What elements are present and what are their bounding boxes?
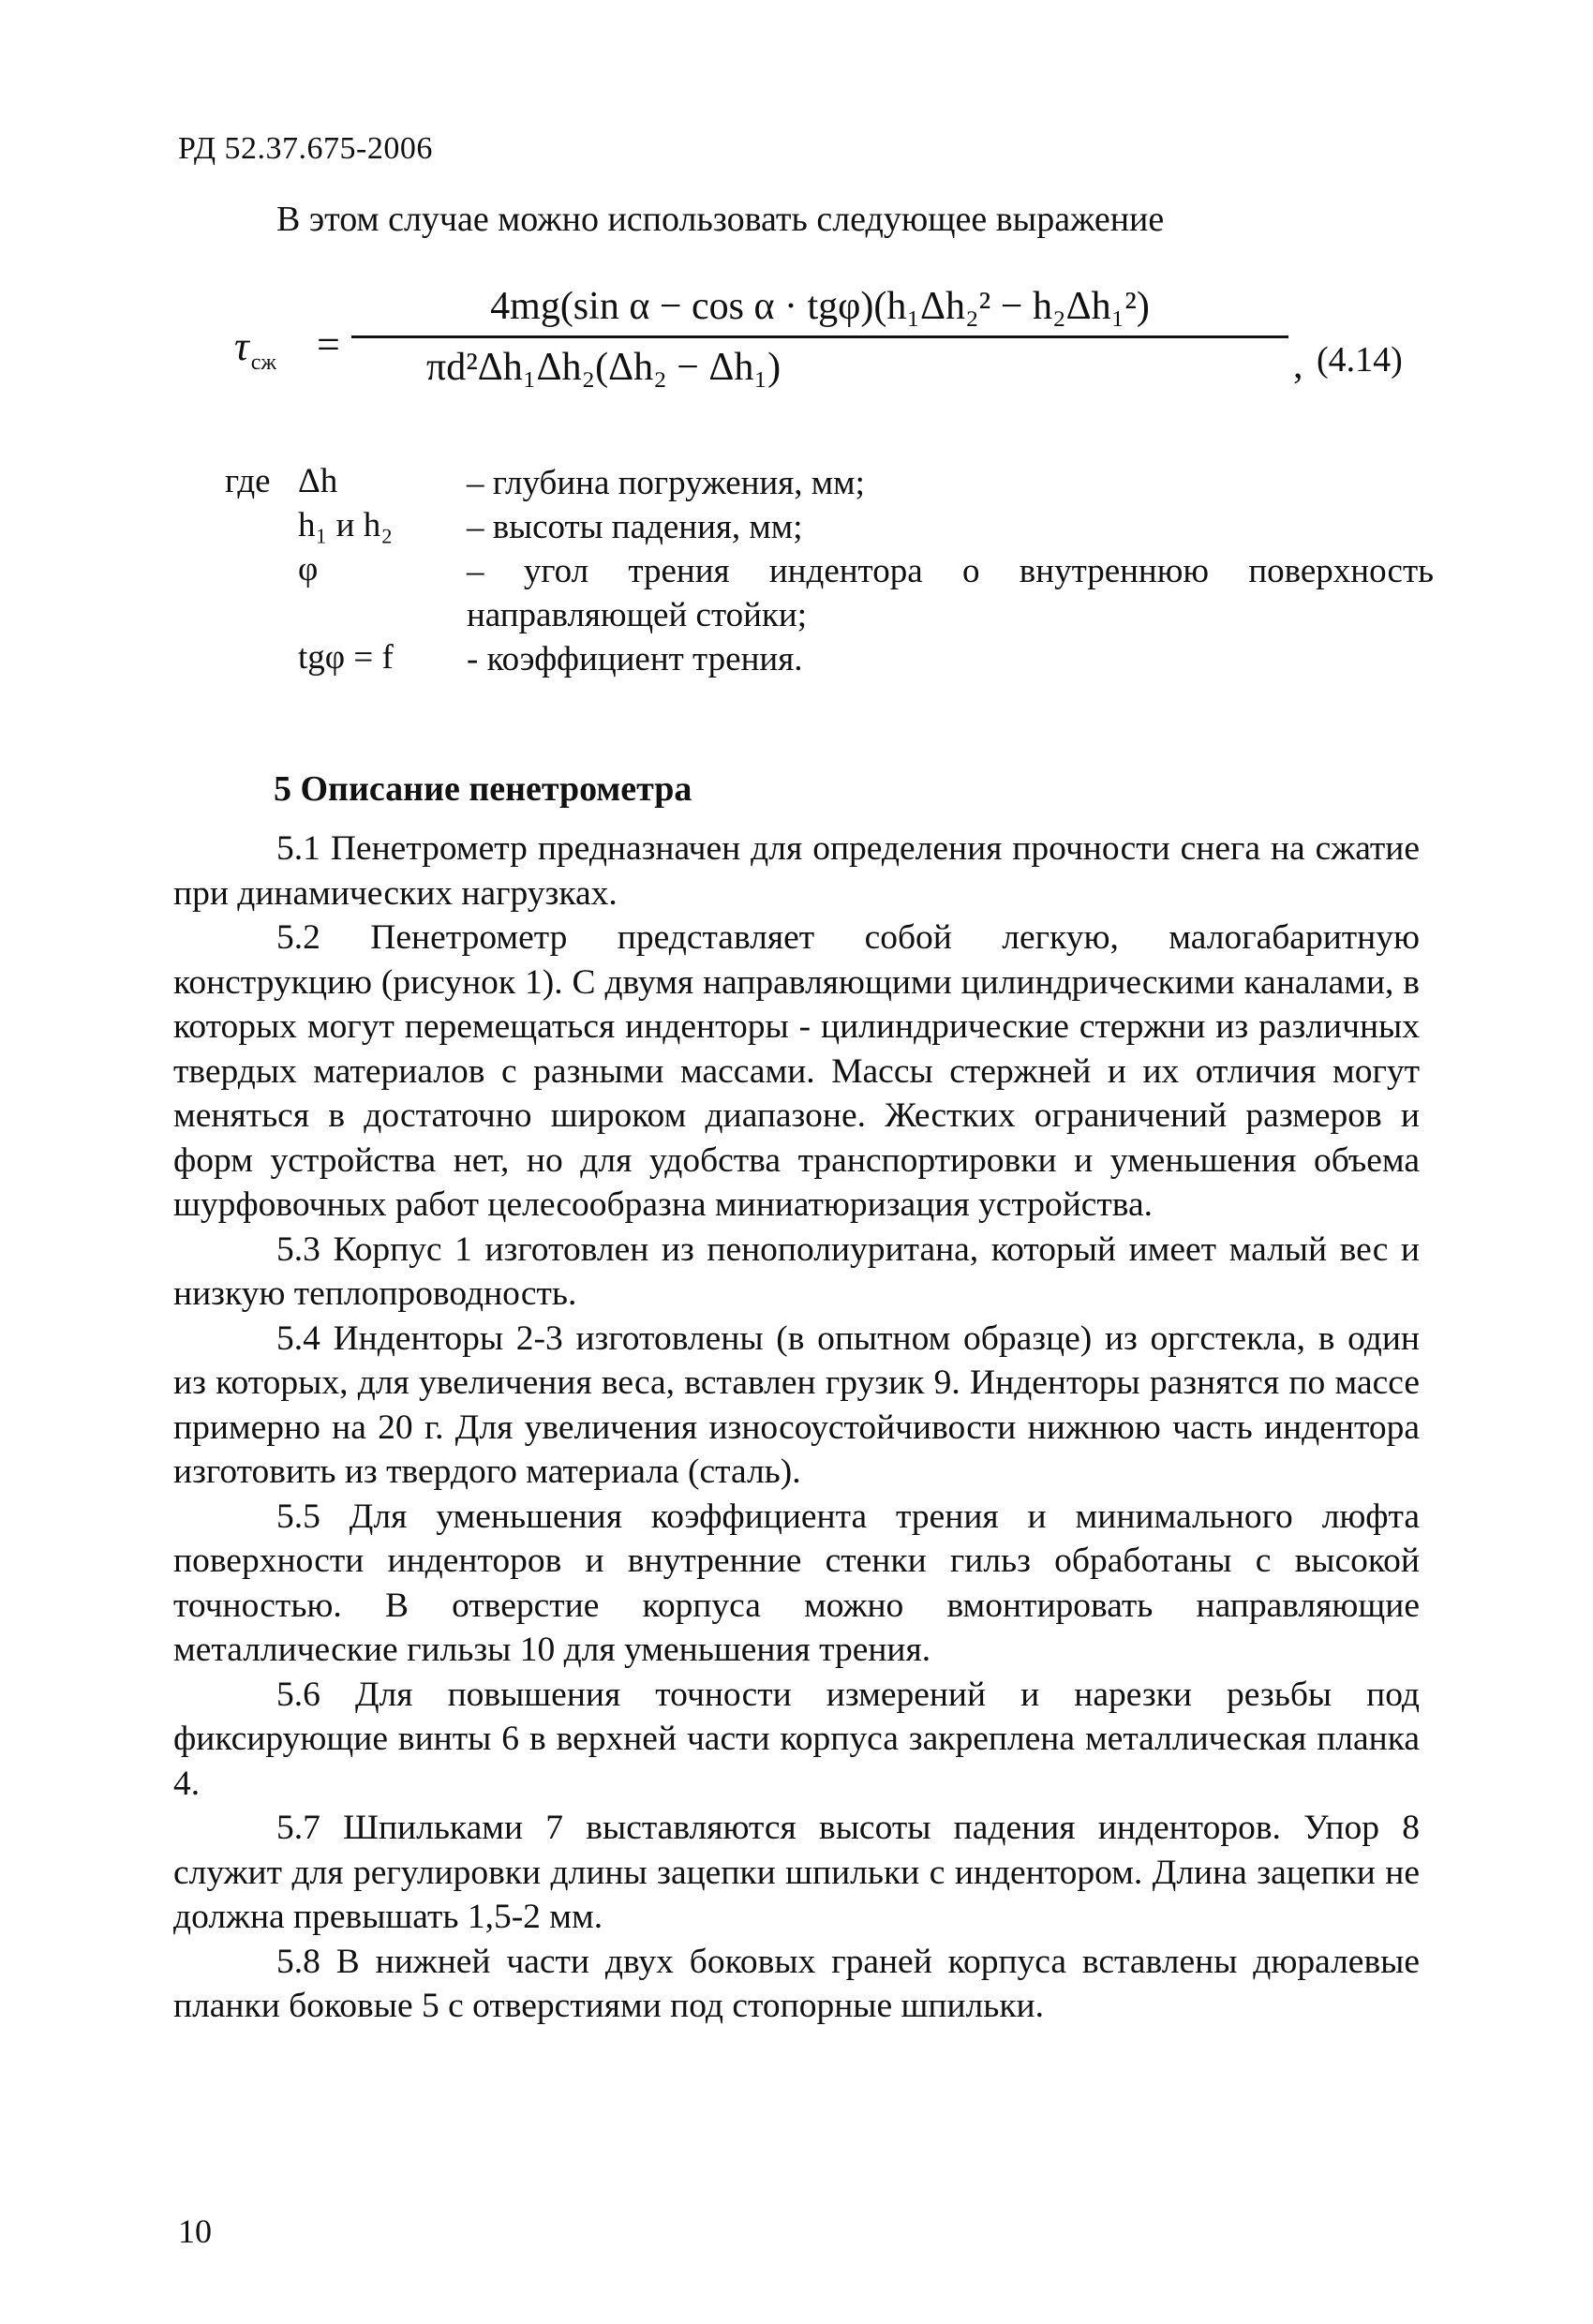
paragraph: 5.7 Шпильками 7 выставляются высоты падения инденторов. Упор 8 служит для регулировки длины зацепки шпильки с индентором. Длина зацепки не должна превышать 1,5-2 мм.: [173, 1809, 1420, 1936]
definition-text: – высоты падения, мм;: [467, 508, 803, 546]
formula-lhs-symbol: τ: [234, 323, 249, 369]
definition-symbol: h₁ и h₂: [298, 506, 394, 544]
definitions-list: [225, 461, 1434, 681]
fraction-bar: [351, 335, 1288, 338]
formula-equals: =: [317, 321, 340, 367]
document-code: РД 52.37.675-2006: [178, 131, 433, 166]
section-heading: 5 Описание пенетрометра: [274, 769, 692, 809]
formula-comma: ,: [1293, 344, 1303, 387]
definition-row: [225, 461, 1434, 505]
definition-symbol: φ: [298, 550, 319, 588]
definition-symbol: Δh: [298, 462, 338, 500]
paragraph: 5.3 Корпус 1 изготовлен из пенополиуритана, который имеет малый вес и низкую теплопроводность.: [173, 1229, 1420, 1313]
paragraph: 5.5 Для уменьшения коэффициента трения и минимального люфта поверхности инденторов и внутренние стенки гильз обработаны с высокой точностью. В отверстие корпуса можно вмонтировать направляющие металлические гильзы 10 для уменьшения трения.: [173, 1497, 1420, 1669]
definition-text: – глубина погружения, мм;: [467, 464, 865, 502]
formula-lhs-subscript: сж: [250, 350, 276, 375]
definitions-where-label: где: [225, 462, 271, 500]
definition-row: [225, 637, 1434, 681]
formula-fraction: [351, 283, 1288, 391]
paragraph: 5.4 Инденторы 2-3 изготовлены (в опытном образце) из оргстекла, в один из которых, для увеличения веса, вставлен грузик 9. Инденторы разнятся по массе примерно на 20 г. Для увеличения износоустойчивости нижнюю часть индентора изготовить из твердого материала (сталь).: [173, 1318, 1420, 1491]
definition-row: [225, 549, 1434, 637]
definition-text: - коэффициент трения.: [467, 640, 803, 678]
paragraph: 5.2 Пенетрометр представляет собой легкую, малогабаритную конструкцию (рисунок 1). С двумя направляющими цилиндрическими каналами, в которых могут перемещаться инденторы - цилиндрические стержни из различных твердых материалов с разными массами. Массы стержней и их отличия могут меняться в достаточно широком диапазоне. Жестких ограничений размеров и форм устройства нет, но для удобства транспортировки и уменьшения объема шурфовочных работ целесообразна миниатюризация устройства.: [173, 918, 1420, 1224]
paragraph: 5.8 В нижней части двух боковых граней корпуса вставлены дюралевые планки боковые 5 с отверстиями под стопорные шпильки.: [173, 1942, 1420, 2025]
formula-numerator: 4mg(sin α − cos α · tgφ)(h₁Δh₂² − h₂Δh₁²): [490, 285, 1150, 328]
page-number: 10: [178, 2212, 212, 2250]
paragraph: 5.6 Для повышения точности измерений и нарезки резьбы под фиксирующие винты 6 в верхней части корпуса закреплена металлическая планка 4.: [173, 1675, 1420, 1803]
intro-sentence: В этом случае можно использовать следующее выражение: [276, 200, 1165, 239]
equation-number: (4.14): [1317, 340, 1403, 380]
definition-symbol: tgφ = f: [298, 638, 394, 677]
section-body: [173, 827, 1420, 2029]
definition-text: – угол трения индентора о внутреннюю поверхность направляющей стойки;: [467, 552, 1434, 634]
formula-lhs: [234, 322, 276, 376]
paragraph: 5.1 Пенетрометр предназначен для определения прочности снега на сжатие при динамических нагрузках.: [173, 829, 1420, 913]
formula-denominator: πd²Δh₁Δh₂(Δh₂ − Δh₁): [426, 346, 782, 389]
formula-4-14: [234, 283, 1424, 424]
definition-row: [225, 505, 1434, 549]
